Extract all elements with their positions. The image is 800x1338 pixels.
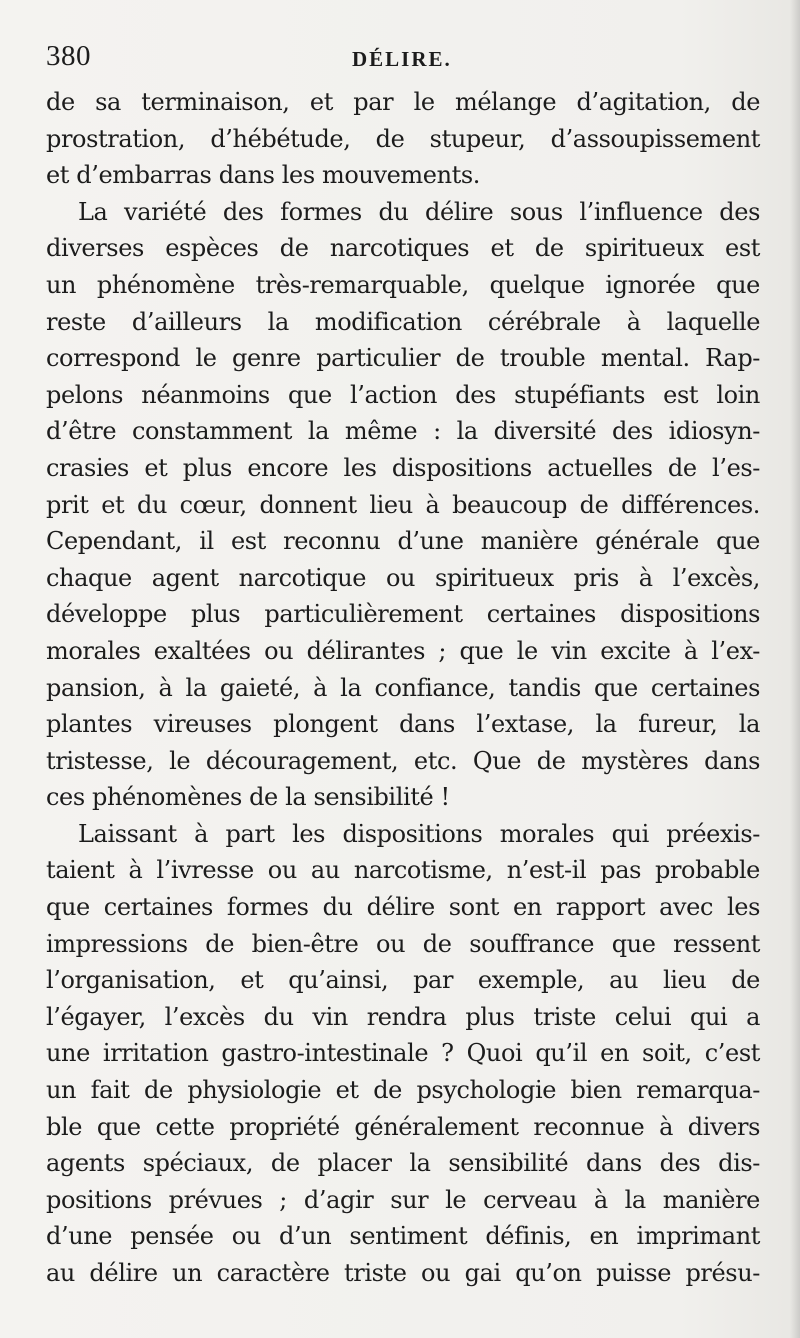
text-line: plantes vireuses plongent dans l’extase, la fureur, la (46, 710, 760, 739)
text-line: un fait de physiologie et de psychologie bien remarqua- (46, 1076, 760, 1105)
text-line: Laissant à part les dispositions morales qui préexis- (78, 819, 760, 848)
running-head (46, 36, 754, 80)
text-line: ble que cette propriété généralement reconnue à divers (46, 1112, 760, 1141)
body-text (46, 84, 760, 1292)
text-line: que certaines formes du délire sont en rapport avec les (46, 893, 760, 922)
text-line: pansion, à la gaieté, à la confiance, tandis que certaines (46, 673, 760, 702)
text-line: ces phénomènes de la sensibilité ! (46, 783, 450, 812)
text-line: Cependant, il est reconnu d’une manière générale que (46, 527, 760, 556)
text-line: un phénomène très-remarquable, quelque ignorée que (46, 270, 760, 299)
text-line: taient à l’ivresse ou au narcotisme, n’est-il pas probable (46, 856, 760, 885)
text-line: et d’embarras dans les mouvements. (46, 161, 481, 190)
text-line: pelons néanmoins que l’action des stupéfiants est loin (46, 380, 760, 409)
text-line: de sa terminaison, et par le mélange d’agitation, de (46, 88, 760, 116)
text-line: d’une pensée ou d’un sentiment définis, en imprimant (46, 1222, 760, 1251)
text-line: reste d’ailleurs la modification cérébrale à laquelle (46, 307, 760, 336)
text-line: prostration, d’hébétude, de stupeur, d’assoupissement (46, 124, 760, 153)
text-line: positions prévues ; d’agir sur le cerveau à la manière (46, 1185, 760, 1214)
text-line: impressions de bien-être ou de souffrance que ressent (46, 929, 760, 958)
page-edge-shadow (790, 0, 800, 1338)
text-line: La variété des formes du délire sous l’influence des (78, 197, 760, 226)
text-line: prit et du cœur, donnent lieu à beaucoup de différences. (46, 490, 760, 519)
text-line: développe plus particulièrement certaines dispositions (46, 600, 760, 629)
text-line: agents spéciaux, de placer la sensibilité dans des dis- (46, 1149, 760, 1178)
text-line: diverses espèces de narcotiques et de spiritueux est (46, 234, 760, 263)
text-line: au délire un caractère triste ou gai qu’on puisse présu- (46, 1259, 760, 1287)
text-line: crasies et plus encore les dispositions actuelles de l’es- (46, 453, 760, 482)
text-line: l’organisation, et qu’ainsi, par exemple, au lieu de (46, 966, 760, 995)
page-number: 380 (46, 40, 91, 72)
text-line: morales exaltées ou délirantes ; que le vin excite à l’ex- (46, 636, 760, 665)
text-line: d’être constamment la même : la diversité des idiosyn- (46, 417, 760, 446)
text-line: tristesse, le découragement, etc. Que de mystères dans (46, 746, 760, 775)
running-title: DÉLIRE. (352, 47, 452, 71)
text-line: correspond le genre particulier de trouble mental. Rap- (46, 344, 760, 373)
text-line: chaque agent narcotique ou spiritueux pris à l’excès, (46, 563, 760, 592)
text-line: une irritation gastro-intestinale ? Quoi qu’il en soit, c’est (46, 1039, 760, 1068)
text-line: l’égayer, l’excès du vin rendra plus triste celui qui a (46, 1002, 760, 1031)
